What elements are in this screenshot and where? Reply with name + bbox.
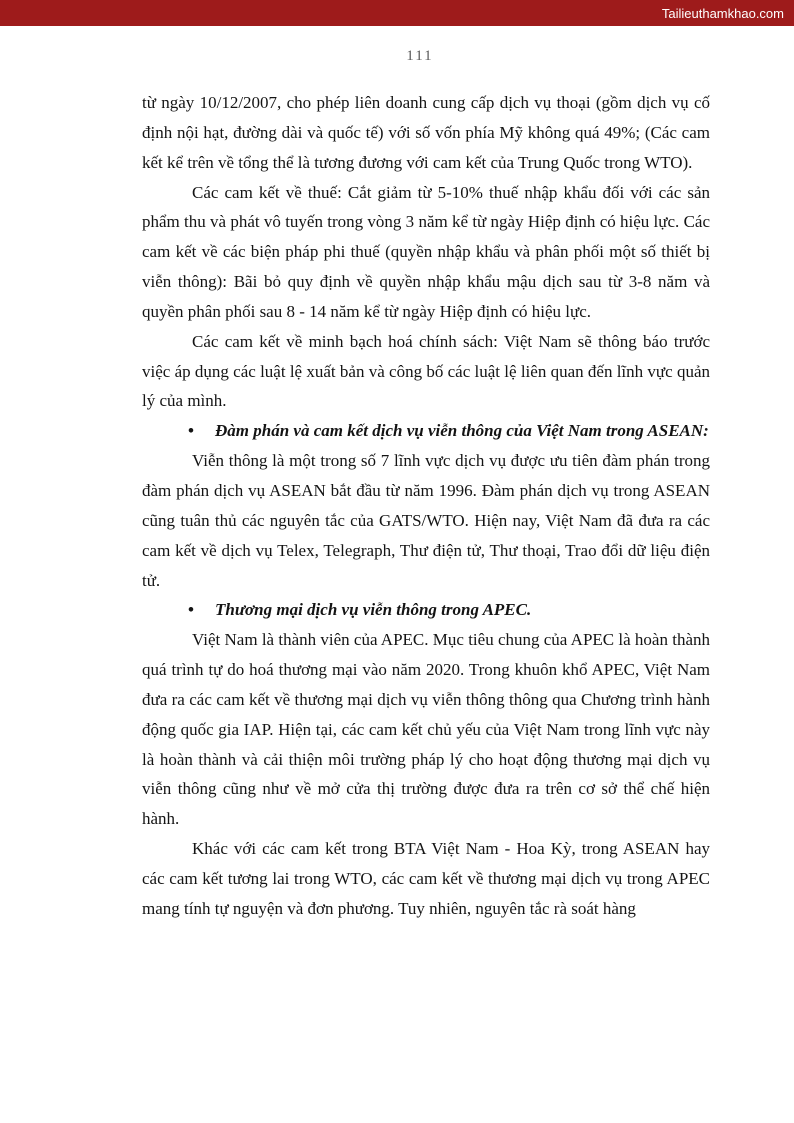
paragraph-3: Các cam kết về minh bạch hoá chính sách: Việt Nam sẽ thông báo trước việc áp dụng các luật lệ xuất bản và công bố các luật lệ liên quan đến lĩnh vực quản lý của mình. — [142, 331, 710, 411]
paragraph-2: Các cam kết về thuế: Cắt giảm từ 5-10% thuế nhập khẩu đối với các sản phẩm thu và phát vô tuyến trong vòng 3 năm kể từ ngày Hiệp định có hiệu lực. Các cam kết về các biện pháp phi thuế (quyền nhập khẩu và phân phối một số thiết bị viễn thông): Bãi bỏ quy định về quyền nhập khẩu mậu dịch sau từ 3-8 năm và quyền phân phối sau 8 - 14 năm kể từ ngày Hiệp định có hiệu lực. — [142, 182, 710, 321]
bullet-item-label: Đàm phán và cam kết dịch vụ viễn thông của Việt Nam trong ASEAN: — [215, 421, 709, 441]
site-banner — [0, 0, 794, 26]
bullet-item-apec — [188, 595, 710, 625]
document-content — [142, 88, 710, 924]
bullet-item-asean — [188, 416, 710, 446]
paragraph-4: Viễn thông là một trong số 7 lĩnh vực dịch vụ được ưu tiên đàm phán trong đàm phán dịch vụ ASEAN bắt đầu từ năm 1996. Đàm phán dịch vụ trong ASEAN cũng tuân thủ các nguyên tắc của GATS/WTO. Hiện nay, Việt Nam đã đưa ra các cam kết về dịch vụ Telex, Telegraph, Thư điện tử, Thư thoại, Trao đổi dữ liệu điện tử. — [142, 451, 710, 590]
paragraph-1: từ ngày 10/12/2007, cho phép liên doanh cung cấp dịch vụ thoại (gồm dịch vụ cố định nội hạt, đường dài và quốc tế) với số vốn phía Mỹ không quá 49%; (Các cam kết kể trên về tổng thể là tương đương với cam kết của Trung Quốc trong WTO). — [142, 93, 710, 172]
paragraph-6: Khác với các cam kết trong BTA Việt Nam - Hoa Kỳ, trong ASEAN hay các cam kết tương lai trong WTO, các cam kết về thương mại dịch vụ trong APEC mang tính tự nguyện và đơn phương. Tuy nhiên, nguyên tắc rà soát hàng — [142, 839, 710, 918]
bullet-icon: • — [188, 421, 194, 441]
site-banner-text: Tailieuthamkhao.com — [661, 5, 784, 21]
bullet-icon: • — [188, 600, 194, 620]
paragraph-5: Việt Nam là thành viên của APEC. Mục tiêu chung của APEC là hoàn thành quá trình tự do hoá thương mại vào năm 2020. Trong khuôn khổ APEC, Việt Nam đưa ra các cam kết về thương mại dịch vụ viễn thông thông qua Chương trình hành động quốc gia IAP. Hiện tại, các cam kết chủ yếu của Việt Nam trong lĩnh vực này là hoàn thành và cải thiện môi trường pháp lý cho hoạt động thương mại dịch vụ viễn thông cũng như về mở cửa thị trường được đưa ra trên cơ sở thể chế hiện hành. — [142, 630, 710, 829]
page-number: 111 — [406, 48, 434, 64]
bullet-item-label: Thương mại dịch vụ viễn thông trong APEC. — [215, 600, 532, 620]
